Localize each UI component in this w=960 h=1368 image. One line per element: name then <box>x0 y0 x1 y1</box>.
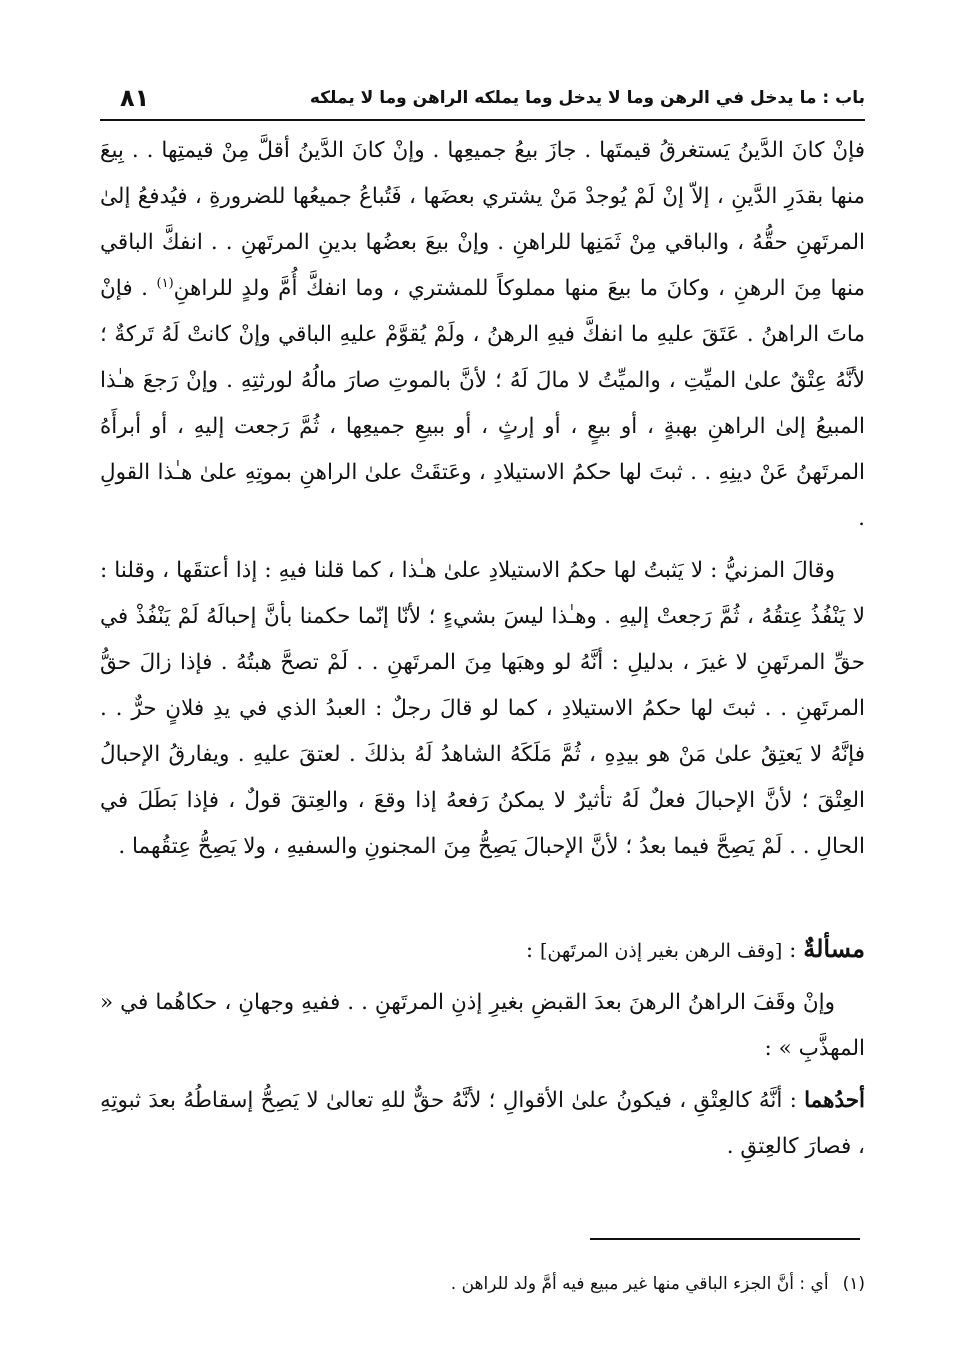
header-divider <box>100 119 865 121</box>
first-opinion-label: أحدُهما <box>804 1088 865 1113</box>
main-text <box>100 128 865 1170</box>
paragraph: أحدُهما : أنَّهُ كالعِتْقِ ، فيكونُ علىٰ الأقوالِ ؛ لأنَّهُ حقٌّ للهِ تعالىٰ لا يَصِحُّ إسقاطُهُ بعدَ ثبوتِهِ ، فصارَ كالعِتقِ . <box>100 1088 865 1159</box>
masala-heading: مسألةٌ : [وقف الرهن بغير إذن المرتَهن] : <box>525 934 865 963</box>
footnote-reference[interactable]: (١) <box>156 275 174 291</box>
footnote <box>100 1270 865 1298</box>
footnote-number: (١) <box>842 1274 865 1294</box>
running-header <box>100 84 865 116</box>
paragraph: وقالَ المزنيُّ : لا يَثبتُ لها حكمُ الاستيلادِ علىٰ هـٰذا ، كما قلنا فيهِ : إذا أعتقَها ، وقلنا : لا يَنْفُذُ عِتقُهُ ، ثُمَّ رَجعتْ إليهِ . وهـٰذا ليسَ بشيءٍ ؛ لأنّا إنّما حكمنا بأنَّ إحبالَهُ لَمْ يَنْفُذْ في حقِّ المرتَهنِ لا غيرَ ، بدليلِ : أنَّهُ لو وهبَها مِنَ المرتَهنِ . . لَمْ تصحَّ هبتُهُ . فإذا زالَ حقُّ المرتَهنِ . . ثبتَ لها حكمُ الاستيلادِ ، كما لو قالَ رجلٌ : العبدُ الذي في يدِ فلانٍ حرٌّ . . فإنَّهُ لا يَعتِقُ علىٰ مَنْ هو بيدِهِ ، ثُمَّ مَلَكَهُ الشاهدُ لَهُ بذلكَ . لعتقَ عليهِ . ويفارقُ الإحبالُ العِتْقَ ؛ لأنَّ الإحبالَ فعلٌ لَهُ تأثيرٌ لا يمكنُ رَفعهُ إذا وقعَ ، والعِتقَ قولٌ ، فإذا بَطَلَ في الحالِ . . لَمْ يَصِحَّ فيما بعدُ ؛ لأنَّ الإحبالَ يَصِحُّ مِنَ المجنونِ والسفيهِ ، ولا يَصِحُّ عِتقُهما . <box>100 558 865 859</box>
footnote-divider <box>590 1238 860 1240</box>
paragraph: فإنْ كانَ الدَّينُ يَستغرقُ قيمتَها . جازَ بيعُ جميعِها . وإنْ كانَ الدَّينُ أقلَّ مِنْ قيمتِها . . بِيعَ منها بقدَرِ الدَّينِ ، إلاّ إنْ لَمْ يُوجدْ مَنْ يشتري بعضَها ، فَتُباعُ جميعُها للضرورةِ ، فيُدفعُ إلىٰ المرتَهنِ حقُّهُ ، والباقي مِنْ ثَمَنِها للراهنِ . وإنْ بيعَ بعضُها بدينِ المرتَهنِ . . انفكَّ الباقي منها مِنَ الرهنِ ، وكانَ ما بيعَ منها مملوكاً للمشتري ، وما انفكَّ أُمَّ ولدٍ للراهنِ$^{(١)}$ . فإنْ ماتَ الراهنُ . عَتَقَ عليهِ ما انفكَّ فيهِ الرهنُ ، ولَمْ يُقوَّمْ عليهِ الباقي وإنْ كانتْ لَهُ تَركةٌ ؛ لأنَّهُ عِتْقٌ علىٰ الميِّتِ ، والميِّتُ لا مالَ لَهُ ؛ لأنَّ بالموتِ صارَ مالُهُ لورثتِهِ . وإنْ رَجعَ هـٰذا المبيعُ إلىٰ الراهنِ بهبةٍ ، أو بيعٍ ، أو إرثٍ ، أو ببيعِ جميعِها ، ثُمَّ رَجعت إليهِ ، أو أبرأَهُ المرتَهنُ عَنْ دينِهِ . . ثبتَ لها حكمُ الاستيلادِ ، وعَتقَتْ علىٰ الراهنِ بموتِهِ علىٰ هـٰذا القولِ . <box>100 138 865 531</box>
footnote-text: أي : أنَّ الجزء الباقي منها غير مبيع فيه أمَّ ولد للراهن . <box>450 1274 829 1294</box>
masala-label: مسألةٌ <box>803 934 865 963</box>
masala-title: [وقف الرهن بغير إذن المرتَهن] <box>539 940 783 962</box>
section-spacer <box>100 870 865 926</box>
page-number: ٨١ <box>120 84 150 112</box>
chapter-title: باب : ما يدخل في الرهن وما لا يدخل وما يملكه الراهن وما لا يملكه <box>309 88 865 108</box>
paragraph: وإنْ وقَفَ الراهنُ الرهنَ بعدَ القبضِ بغيرِ إذنِ المرتَهنِ . . ففيهِ وجهانِ ، حكاهُما في « المهذَّبِ » : <box>100 990 865 1061</box>
